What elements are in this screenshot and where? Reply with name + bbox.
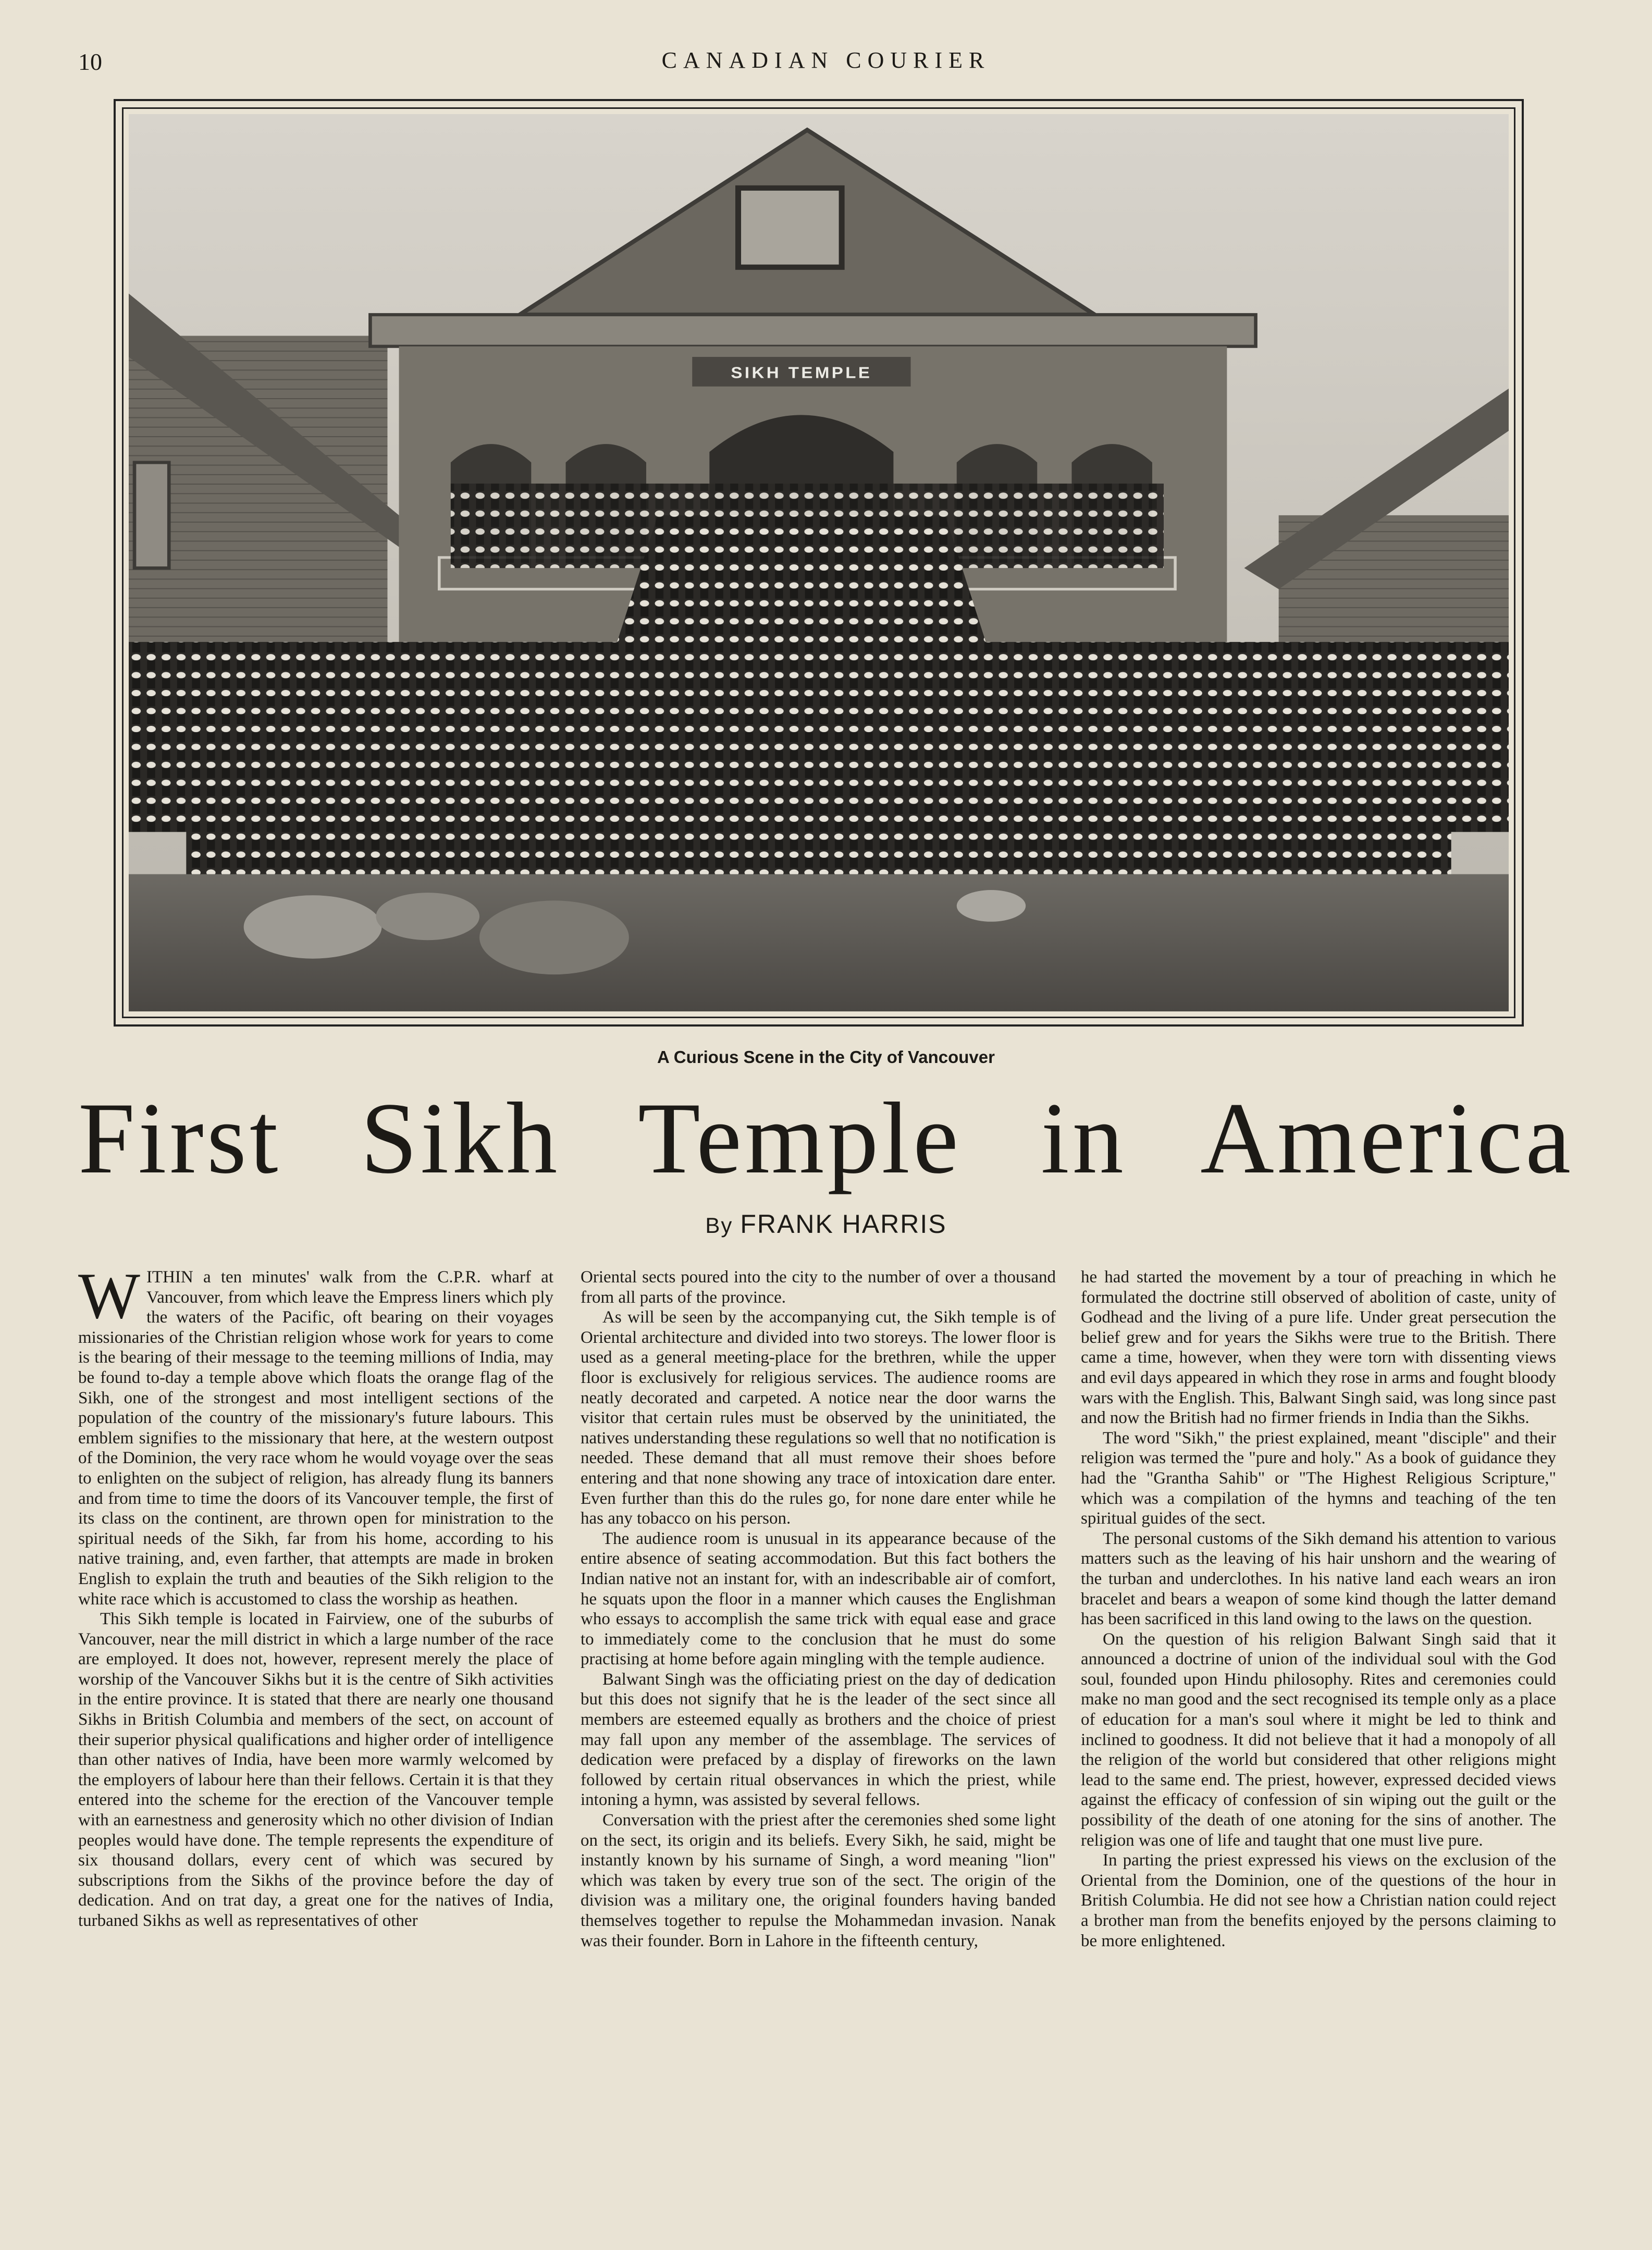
byline — [0, 1209, 1652, 1239]
article-paragraph: The personal customs of the Sikh demand his attention to various matters such as the leaving of his hair unshorn and the wearing of the turban and underclothes. In his native land each wears an iron bracelet and bears a weapon of some kind though the latter demand has been sacrificed in this land owing to the laws on the question. — [1081, 1529, 1556, 1629]
article-paragraph: As will be seen by the accompanying cut, the Sikh temple is of Oriental architecture and divided into two storeys. The lower floor is used as a general meeting-place for the brethren, while the upper floor is exclusively for religious services. The audience rooms are neatly decorated and carpeted. A notice near the door warns the visitor that certain rules must be observed by the uninitiated, the natives understanding these regulations so well that no notification is needed. These demand that all must remove their shoes before entering and that none showing any trace of intoxication dare enter. Even further than this do the rules go, for none dare enter while he has any tobacco on his person. — [581, 1308, 1056, 1528]
temple-gable-window — [738, 188, 842, 267]
article-paragraph: he had started the movement by a tour of preaching in which he formulated the doctrine still observed of abolition of caste, unity of Godhead and the living of a pure life. Under great persecution the belief grew and for years the Sikhs were true to the British. There came a time, however, when they were torn with dissenting views and evil days appeared in which they rose in arms and fought bloody wars with the English. This, Balwant Singh said, was long since past and now the British had no firmer friends in India than the Sikhs. — [1081, 1268, 1556, 1428]
article-column-2 — [581, 1267, 1056, 2210]
byline-prefix: By — [705, 1213, 733, 1238]
drop-cap: W — [78, 1267, 140, 1332]
house-left-window — [134, 463, 169, 568]
temple-photograph — [129, 114, 1509, 1011]
photo-caption: A Curious Scene in the City of Vancouver — [657, 1047, 995, 1067]
article-paragraph: Oriental sects poured into the city to the number of over a thousand from all parts of the province. — [581, 1268, 1056, 1307]
article-column-1 — [78, 1267, 553, 2210]
article-paragraph: In parting the priest expressed his views on the exclusion of the Oriental from the Dominion, one of the questions of the hour in British Columbia. He did not see how a Christian nation could reject a brother man from the benefits enjoyed by the persons claiming to be more enlightened. — [1081, 1851, 1556, 1950]
photo-frame — [114, 99, 1524, 1027]
article-paragraph: Balwant Singh was the officiating priest on the day of dedication but this does not signify that he is the leader of the sect since all members are esteemed equally as brothers and the choice of priest may fall upon any member of the assemblage. The services of dedication were prefaced by a display of fireworks on the lawn followed by certain ritual observances in which the priest, while intoning a hymn, was assisted by several fellows. — [581, 1670, 1056, 1810]
article-paragraph: Conversation with the priest after the ceremonies shed some light on the sect, its origin and its beliefs. Every Sikh, he said, might be instantly known by his surname of Singh, a word meaning "lion" which was taken by every true son of the sect. The origin of the division was a military one, the original founders having banded themselves together to repulse the Mohammedan invasion. Nanak was their founder. Born in Lahore in the fifteenth century, — [581, 1811, 1056, 1950]
article-paragraph: WITHIN a ten minutes' walk from the C.P.R. wharf at Vancouver, from which leave the Empress liners which ply the waters of the Pacific, oft bearing on their voyages missionaries of the Christian religion whose work for years to come is the bearing of their message to the teeming millions of India, may be found to-day a temple above which floats the orange flag of the Sikh, one of the strongest and most intelligent sections of the population of the country of the missionary's future labours. This emblem signifies to the missionary that here, at the western outpost of the Dominion, the very race whom he would voyage over the seas to enlighten on the subject of religion, has already flung its banners and from time to time the doors of its Vancouver temple, the first of its class on the continent, are thrown open for ministration to the spiritual needs of the Sikh, far from his home, according to his native training, and, even farther, that attempts are made in broken English to explain the truth and beauties of the Sikh religion to the white race which is accustomed to class the worship as heathen. — [78, 1267, 553, 1609]
byline-author: FRANK HARRIS — [740, 1209, 947, 1239]
article-paragraph: The audience room is unusual in its appearance because of the entire absence of seating accommodation. But this fact bothers the Indian native not an instant for, with an indescribable air of comfort, he squats upon the floor in a manner which causes the Englishman who essays to accomplish the same trick with equal ease and grace to immediately come to the conclusion that he must do some practising at home before again mingling with the temple audience. — [581, 1529, 1056, 1669]
page-number: 10 — [78, 48, 102, 75]
temple-sign-text: SIKH TEMPLE — [731, 363, 872, 382]
temple-cornice — [370, 315, 1255, 347]
article-column-3 — [1081, 1267, 1556, 2210]
rock-1 — [244, 895, 382, 959]
article-paragraph: This Sikh temple is located in Fairview, one of the suburbs of Vancouver, near the mill district in which a large number of the race are employed. It does not, however, represent merely the place of worship of the Vancouver Sikhs but it is the centre of Sikh activities in the entire province. It is stated that there are nearly one thousand Sikhs in British Columbia and members of the sect, on account of their superior physical qualifications and higher order of intelligence than other natives of India, have been more warmly welcomed by the employers of labour here than their fellows. Certain it is that they entered into the scheme for the erection of the Vancouver temple with an earnestness and generosity which no other division of Indian peoples would have done. The temple represents the expenditure of six thousand dollars, every cent of which was secured by subscriptions from the Sikhs of the province before the day of dedication. And on trat day, a great one for the natives of India, turbaned Sikhs as well as representatives of other — [78, 1610, 553, 1930]
article-paragraph: The word "Sikh," the priest explained, meant "disciple" and their religion was termed the "pure and holy." As a book of guidance they had the "Grantha Sahib" or "The Highest Religious Scripture," which was a compilation of the hymns and teaching of the ten spiritual guides of the sect. — [1081, 1428, 1556, 1528]
article-paragraph: On the question of his religion Balwant Singh said that it announced a doctrine of union of the individual soul with the God soul, founded upon Hindu philosophy. Rites and ceremonies could make no man good and the sect recognised its temple only as a place of education for a man's soul where it might be led to think and inclined to goodness. It did not believe that it had a monopoly of all the religion of the world but considered that other religions might lead to the same end. The priest, however, expressed decided views against the efficacy of confession of sin wiping out the guilt or the possibility of the death of one atoning for the sins of another. The religion was one of life and taught that one must live pure. — [1081, 1629, 1556, 1850]
article-title: First Sikh Temple in America — [78, 1082, 1574, 1195]
rock-3 — [479, 900, 629, 974]
rock-4 — [957, 890, 1026, 922]
crowd-standing-row — [186, 769, 1451, 885]
running-head: CANADIAN COURIER — [661, 47, 991, 73]
rock-2 — [376, 893, 479, 940]
photo-inner-border — [122, 107, 1515, 1018]
